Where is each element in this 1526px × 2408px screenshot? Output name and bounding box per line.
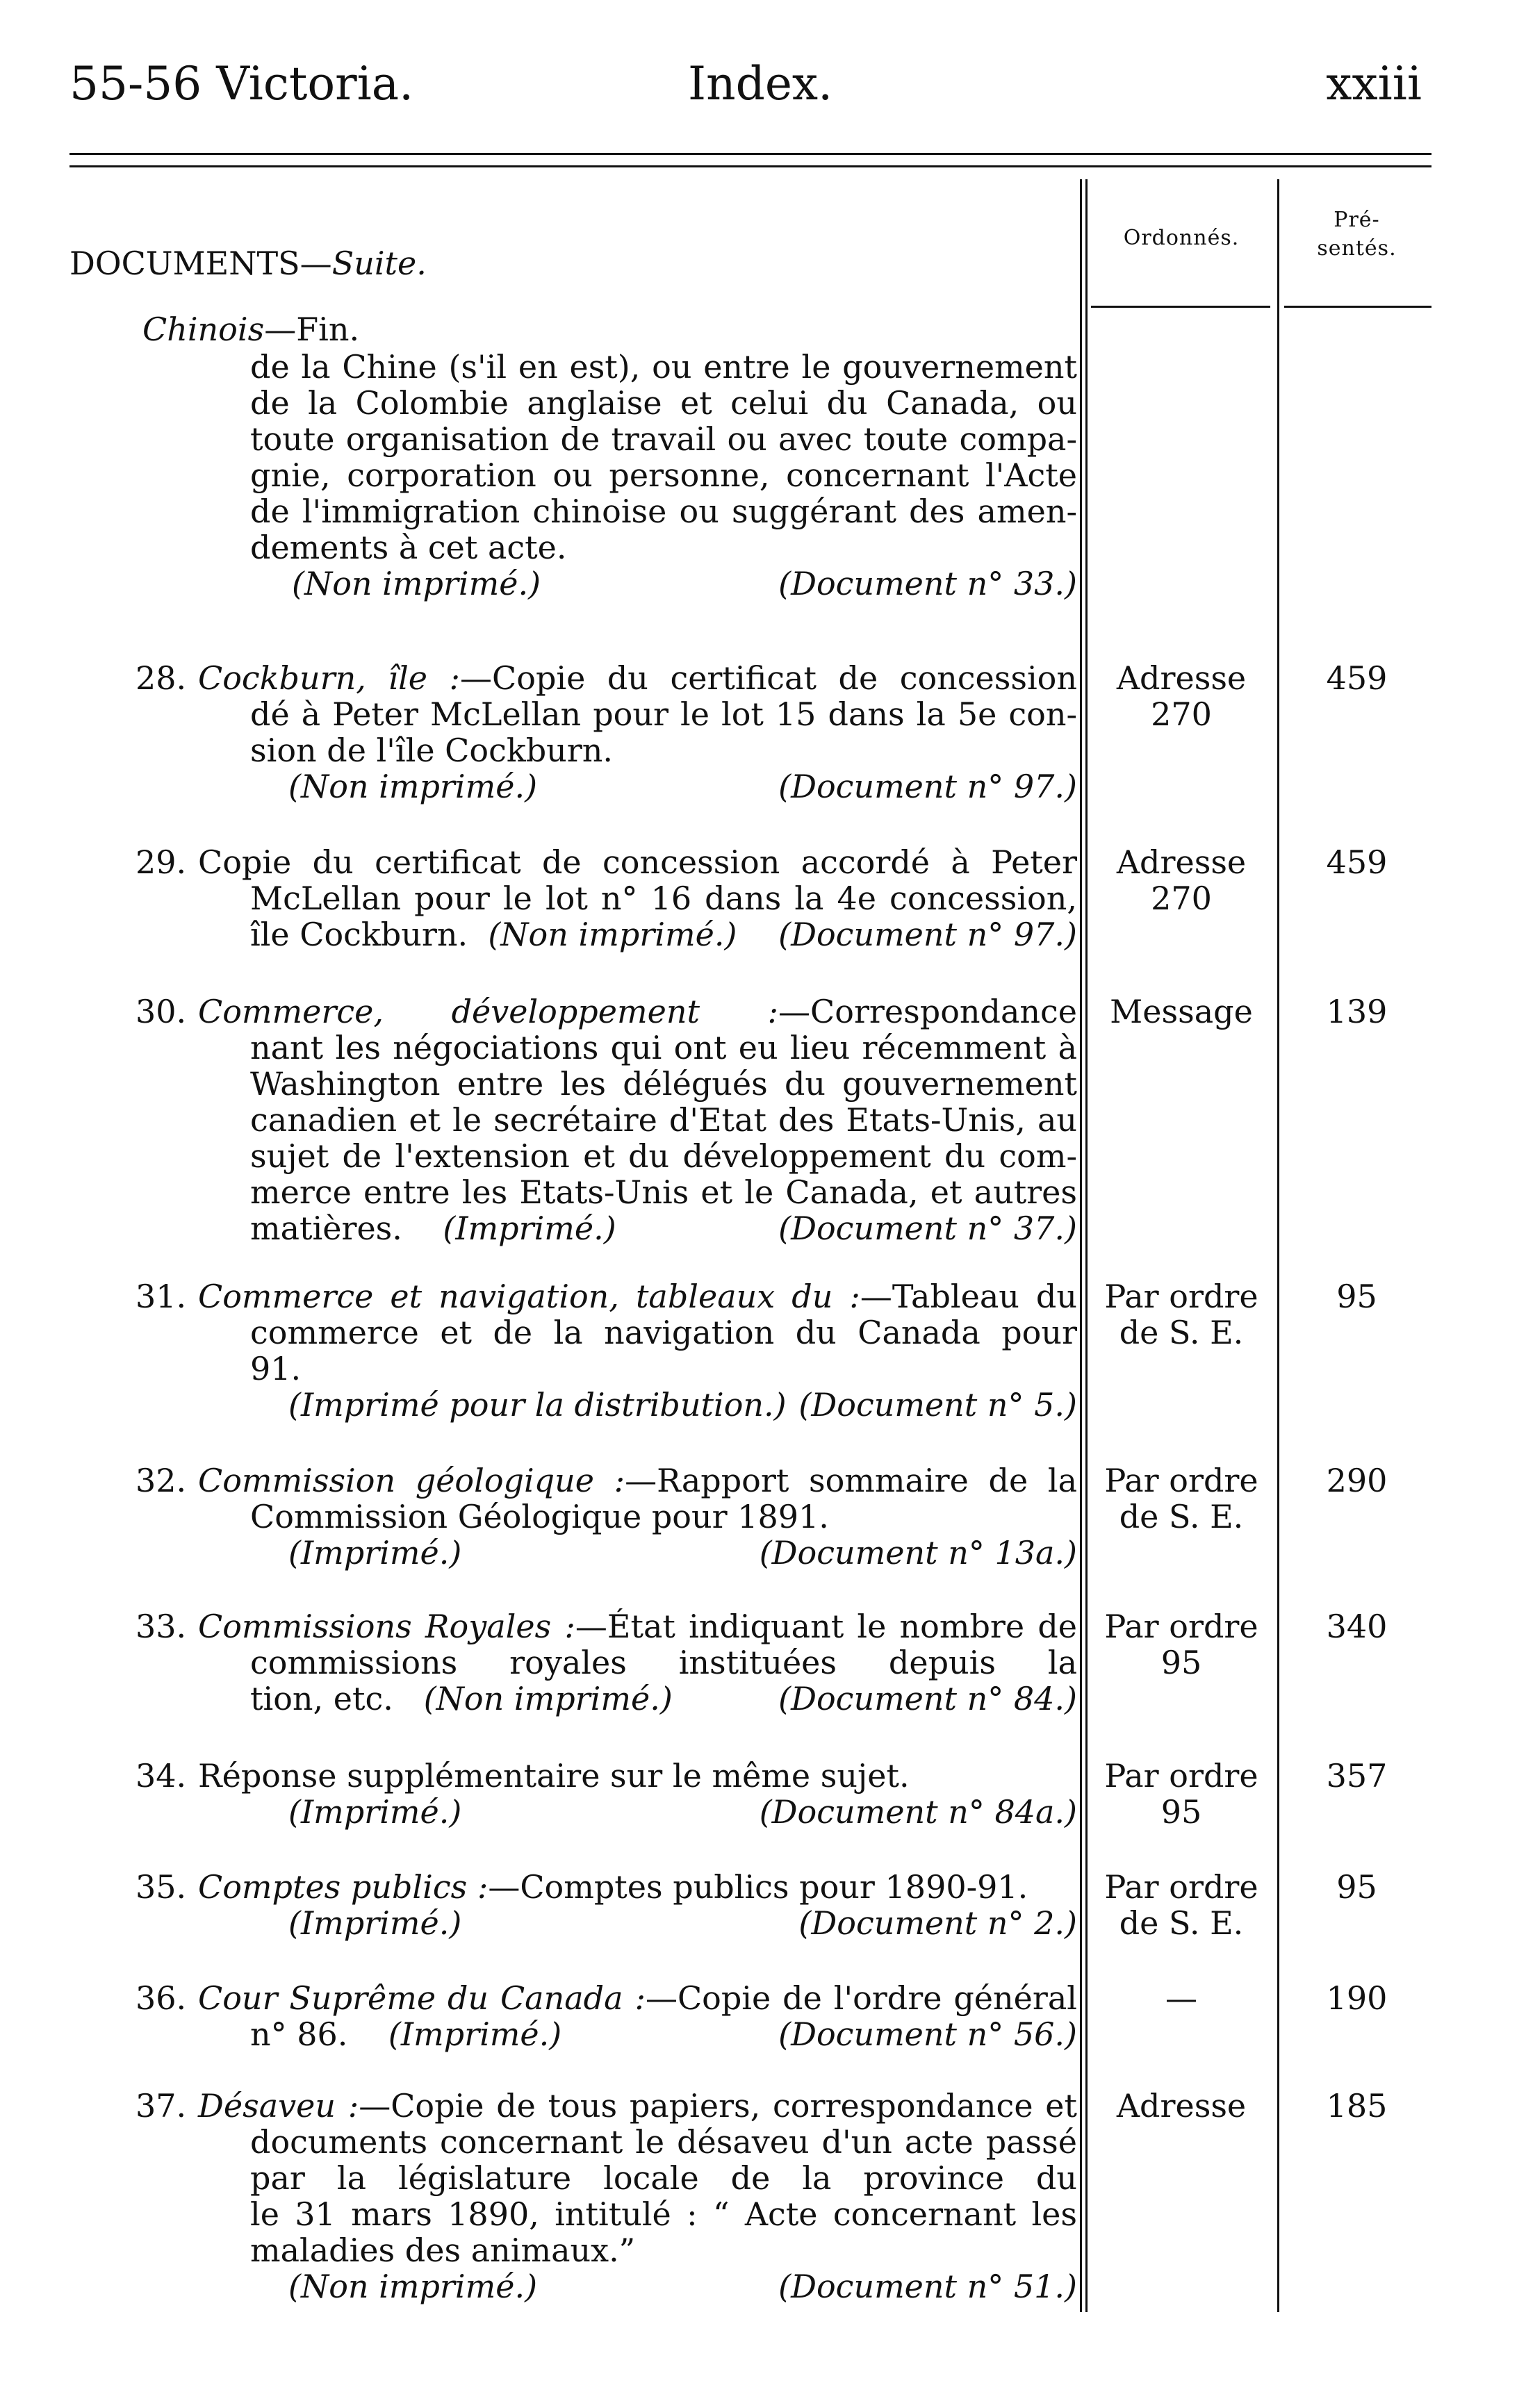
entry-35 [136, 1869, 1077, 1941]
ordonnes-line: de S. E. [1119, 1904, 1244, 1942]
entry-last-line [136, 1210, 1077, 1246]
entry-text: Réponse supplémentaire sur le même sujet. [198, 1757, 910, 1795]
ordonnes-line: Par ordre [1104, 1278, 1258, 1315]
entry-document: (Document n° 33.) [778, 565, 1077, 602]
entry-status: (Non imprimé.) [288, 768, 538, 805]
entry-status: (Imprimé.) [288, 1793, 462, 1831]
entry-line: de la Chine (s'il en est), ou entre le gouvernement [250, 349, 1077, 385]
page-number: xxiii [1326, 57, 1422, 110]
entry-number: 32. [136, 1462, 187, 1499]
entry-32 [136, 1462, 1077, 1571]
entry-line: de l'immigration chinoise ou suggérant des amen- [250, 493, 1077, 529]
entry-line: le 31 mars 1890, intitulé : “ Acte concernant les [250, 2196, 1077, 2232]
entry-last-line [136, 916, 1077, 953]
entry-document: (Document n° 84.) [778, 1680, 1077, 1717]
presentes-cell: 190 [1326, 1979, 1388, 2017]
entry-text: —Copie de tous papiers, correspondance et [359, 2088, 1077, 2124]
running-head-center: Index. [688, 57, 833, 110]
column-header-rule [1284, 306, 1431, 308]
entry-line: île Cockburn. [250, 916, 468, 953]
entry-line: nant les négociations qui ont eu lieu récemment à [250, 1030, 1077, 1066]
entry-36 [136, 1980, 1077, 2052]
entry-reference [250, 566, 1077, 602]
entry-line: tion, etc. [250, 1680, 393, 1717]
section-title-main: DOCUMENTS— [69, 245, 332, 282]
entry-number: 37. [136, 2088, 187, 2124]
entry-first-line [136, 1980, 1077, 2016]
entry-line: sion de l'île Cockburn. [250, 732, 614, 769]
presentes-cell: 459 [1326, 659, 1388, 697]
entry-31 [136, 1278, 1077, 1423]
column-header-presentes [1282, 206, 1431, 263]
entry-line: sujet de l'extension et du développement du com- [250, 1138, 1077, 1174]
entry-first-line [136, 1278, 1077, 1314]
ordonnes-cell [1084, 1758, 1279, 1830]
entry-line: maladies des animaux.” [250, 2232, 636, 2269]
entry-number: 29. [136, 844, 187, 880]
entry-heading: Désaveu : [198, 2088, 359, 2124]
ordonnes-line: Par ordre [1104, 1757, 1258, 1795]
entry-28 [136, 660, 1077, 805]
ordonnes-cell [1084, 844, 1279, 916]
entry-text: —Correspondance [778, 993, 1077, 1030]
presentes-cell: 139 [1326, 993, 1388, 1030]
ordonnes-line: Adresse [1116, 659, 1247, 697]
entry-line: Commission Géologique pour 1891. [250, 1498, 829, 1535]
entry-number: 36. [136, 1980, 187, 2016]
ordonnes-line: Par ordre [1104, 1462, 1258, 1499]
entry-reference [136, 1387, 1077, 1423]
entry-first-line [136, 1462, 1077, 1499]
entry-document: (Document n° 5.) [798, 1386, 1077, 1424]
entry-text: —Rapport sommaire de la [625, 1462, 1077, 1499]
entry-status: (Non imprimé.) [423, 1680, 673, 1717]
ordonnes-line: 95 [1160, 1644, 1202, 1681]
entry-number: 35. [136, 1868, 187, 1906]
entry-status: (Non imprimé.) [288, 2268, 538, 2305]
entry-heading: Commerce, développement : [198, 993, 779, 1030]
entry-number: 31. [136, 1278, 187, 1314]
entry-line: par la législature locale de la province du [250, 2160, 1077, 2196]
entry-line: documents concernant le désaveu d'un acte passé [250, 2124, 1077, 2160]
entry-text: —État indiquant le nombre de [575, 1608, 1077, 1644]
entry-last-line [136, 1681, 1077, 1717]
entry-reference [136, 2268, 1077, 2304]
column-header-rule [1091, 306, 1270, 308]
entry-heading: Cour Suprême du Canada : [198, 1980, 646, 2016]
entry-line: canadien et le secrétaire d'Etat des Etats-Unis, au [250, 1102, 1077, 1138]
entry-line: dements à cet acte. [250, 529, 567, 566]
entry-number: 34. [136, 1757, 187, 1795]
entry-number: 33. [136, 1608, 187, 1644]
ordonnes-cell [1084, 660, 1279, 732]
entry-text: —Copie du certificat de concession [460, 660, 1077, 696]
column-header-presentes-line2: sentés. [1317, 236, 1397, 261]
entry-reference [136, 1905, 1077, 1941]
ordonnes-line: Par ordre [1104, 1608, 1258, 1645]
entry-line: commerce et de la navigation du Canada pour [250, 1314, 1077, 1351]
entry-line: commissions royales instituées depuis la [250, 1644, 1077, 1681]
entry-text: —Copie de l'ordre général [645, 1980, 1077, 2016]
subheading-word: Chinois [142, 311, 265, 348]
entry-status: (Non imprimé.) [292, 565, 541, 602]
header-rule-top [69, 153, 1431, 155]
entry-line: de la Colombie anglaise et celui du Canada, ou [250, 385, 1077, 421]
ordonnes-line: — [1165, 1979, 1197, 2017]
entry-reference [136, 768, 1077, 805]
entry-heading: Commissions Royales : [198, 1608, 575, 1644]
ordonnes-line: Adresse [1116, 843, 1247, 881]
entry-document: (Document n° 97.) [778, 916, 1077, 953]
entry-line: n° 86. [250, 2015, 348, 2053]
ordonnes-line: 95 [1160, 1793, 1202, 1831]
column-header-presentes-line1: Pré- [1334, 208, 1380, 232]
entry-first-line [136, 1869, 1077, 1905]
entry-status: (Non imprimé.) [488, 916, 737, 953]
entry-heading: Comptes publics : [198, 1868, 489, 1906]
entry-line: Washington entre les délégués du gouvernement [250, 1066, 1077, 1102]
ordonnes-cell [1084, 1278, 1279, 1351]
presentes-cell: 290 [1326, 1462, 1388, 1499]
ordonnes-line: 270 [1151, 695, 1212, 733]
ordonnes-cell [1084, 993, 1279, 1030]
entry-text: —Comptes publics pour 1890-91. [488, 1868, 1028, 1906]
continuation-entry [250, 349, 1077, 602]
presentes-cell: 95 [1336, 1278, 1377, 1315]
entry-line: merce entre les Etats-Unis et le Canada, et autres [250, 1174, 1077, 1210]
entry-29 [136, 844, 1077, 953]
ordonnes-cell [1084, 1608, 1279, 1681]
entry-first-line [136, 660, 1077, 696]
entry-last-line [136, 2016, 1077, 2052]
entry-33 [136, 1608, 1077, 1717]
ordonnes-line: Par ordre [1104, 1868, 1258, 1906]
entry-text: —Tableau du [860, 1278, 1077, 1314]
entry-line: dé à Peter McLellan pour le lot 15 dans la 5e con- [250, 696, 1077, 732]
column-divider [1080, 179, 1082, 2312]
entry-document: (Document n° 2.) [798, 1904, 1077, 1942]
entry-line: matières. [250, 1210, 402, 1247]
subheading-rest: —Fin. [264, 311, 360, 348]
entry-number: 30. [136, 993, 187, 1030]
entry-document: (Document n° 97.) [778, 768, 1077, 805]
presentes-cell: 340 [1326, 1608, 1388, 1645]
ordonnes-line: de S. E. [1119, 1314, 1244, 1351]
header-rule-bottom [69, 165, 1431, 167]
entry-line: gnie, corporation ou personne, concernant l'Acte [250, 457, 1077, 493]
ordonnes-line: Message [1110, 993, 1253, 1030]
running-head-left: 55-56 Victoria. [69, 57, 414, 110]
entry-status: (Imprimé pour la distribution.) [288, 1386, 787, 1424]
entry-document: (Document n° 84a.) [759, 1793, 1077, 1831]
entry-first-line [136, 1608, 1077, 1644]
entry-first-line [136, 993, 1077, 1030]
presentes-cell: 357 [1326, 1757, 1388, 1795]
entry-first-line [136, 844, 1077, 880]
subheading [142, 311, 359, 348]
entry-first-line [136, 1758, 1077, 1794]
entry-status: (Imprimé.) [443, 1210, 616, 1247]
entry-heading: Cockburn, île : [198, 660, 461, 696]
ordonnes-cell [1084, 1869, 1279, 1941]
presentes-cell: 459 [1326, 843, 1388, 881]
column-header-ordonnes: Ordonnés. [1123, 226, 1240, 250]
entry-34 [136, 1758, 1077, 1830]
entry-heading: Commission géologique : [198, 1462, 625, 1499]
entry-line: McLellan pour le lot n° 16 dans la 4e concession, [250, 880, 1077, 916]
ordonnes-cell [1084, 1462, 1279, 1535]
entry-reference [136, 1794, 1077, 1830]
entry-document: (Document n° 56.) [778, 2015, 1077, 2053]
entry-number: 28. [136, 660, 187, 696]
ordonnes-cell [1084, 1980, 1279, 2016]
entry-document: (Document n° 51.) [778, 2268, 1077, 2305]
ordonnes-line: 270 [1151, 880, 1212, 917]
entry-reference [136, 1535, 1077, 1571]
ordonnes-line: Adresse [1116, 2087, 1247, 2125]
ordonnes-line: de S. E. [1119, 1498, 1244, 1535]
entry-line: toute organisation de travail ou avec toute compa- [250, 421, 1077, 457]
presentes-cell: 95 [1336, 1868, 1377, 1906]
entry-status: (Imprimé.) [288, 1904, 462, 1942]
entry-document: (Document n° 37.) [778, 1210, 1077, 1247]
section-title-suite: Suite. [331, 245, 427, 282]
entry-document: (Document n° 13a.) [759, 1534, 1077, 1572]
section-title [69, 245, 427, 282]
entry-30 [136, 993, 1077, 1246]
entry-status: (Imprimé.) [388, 2015, 562, 2053]
presentes-cell: 185 [1326, 2087, 1388, 2125]
ordonnes-cell [1084, 2088, 1279, 2124]
entry-text: Copie du certificat de concession accordé à Peter [198, 844, 1077, 880]
entry-first-line [136, 2088, 1077, 2124]
entry-status: (Imprimé.) [288, 1534, 462, 1572]
entry-heading: Commerce et navigation, tableaux du : [198, 1278, 860, 1314]
entry-37 [136, 2088, 1077, 2304]
entry-line: 91. [250, 1350, 302, 1387]
